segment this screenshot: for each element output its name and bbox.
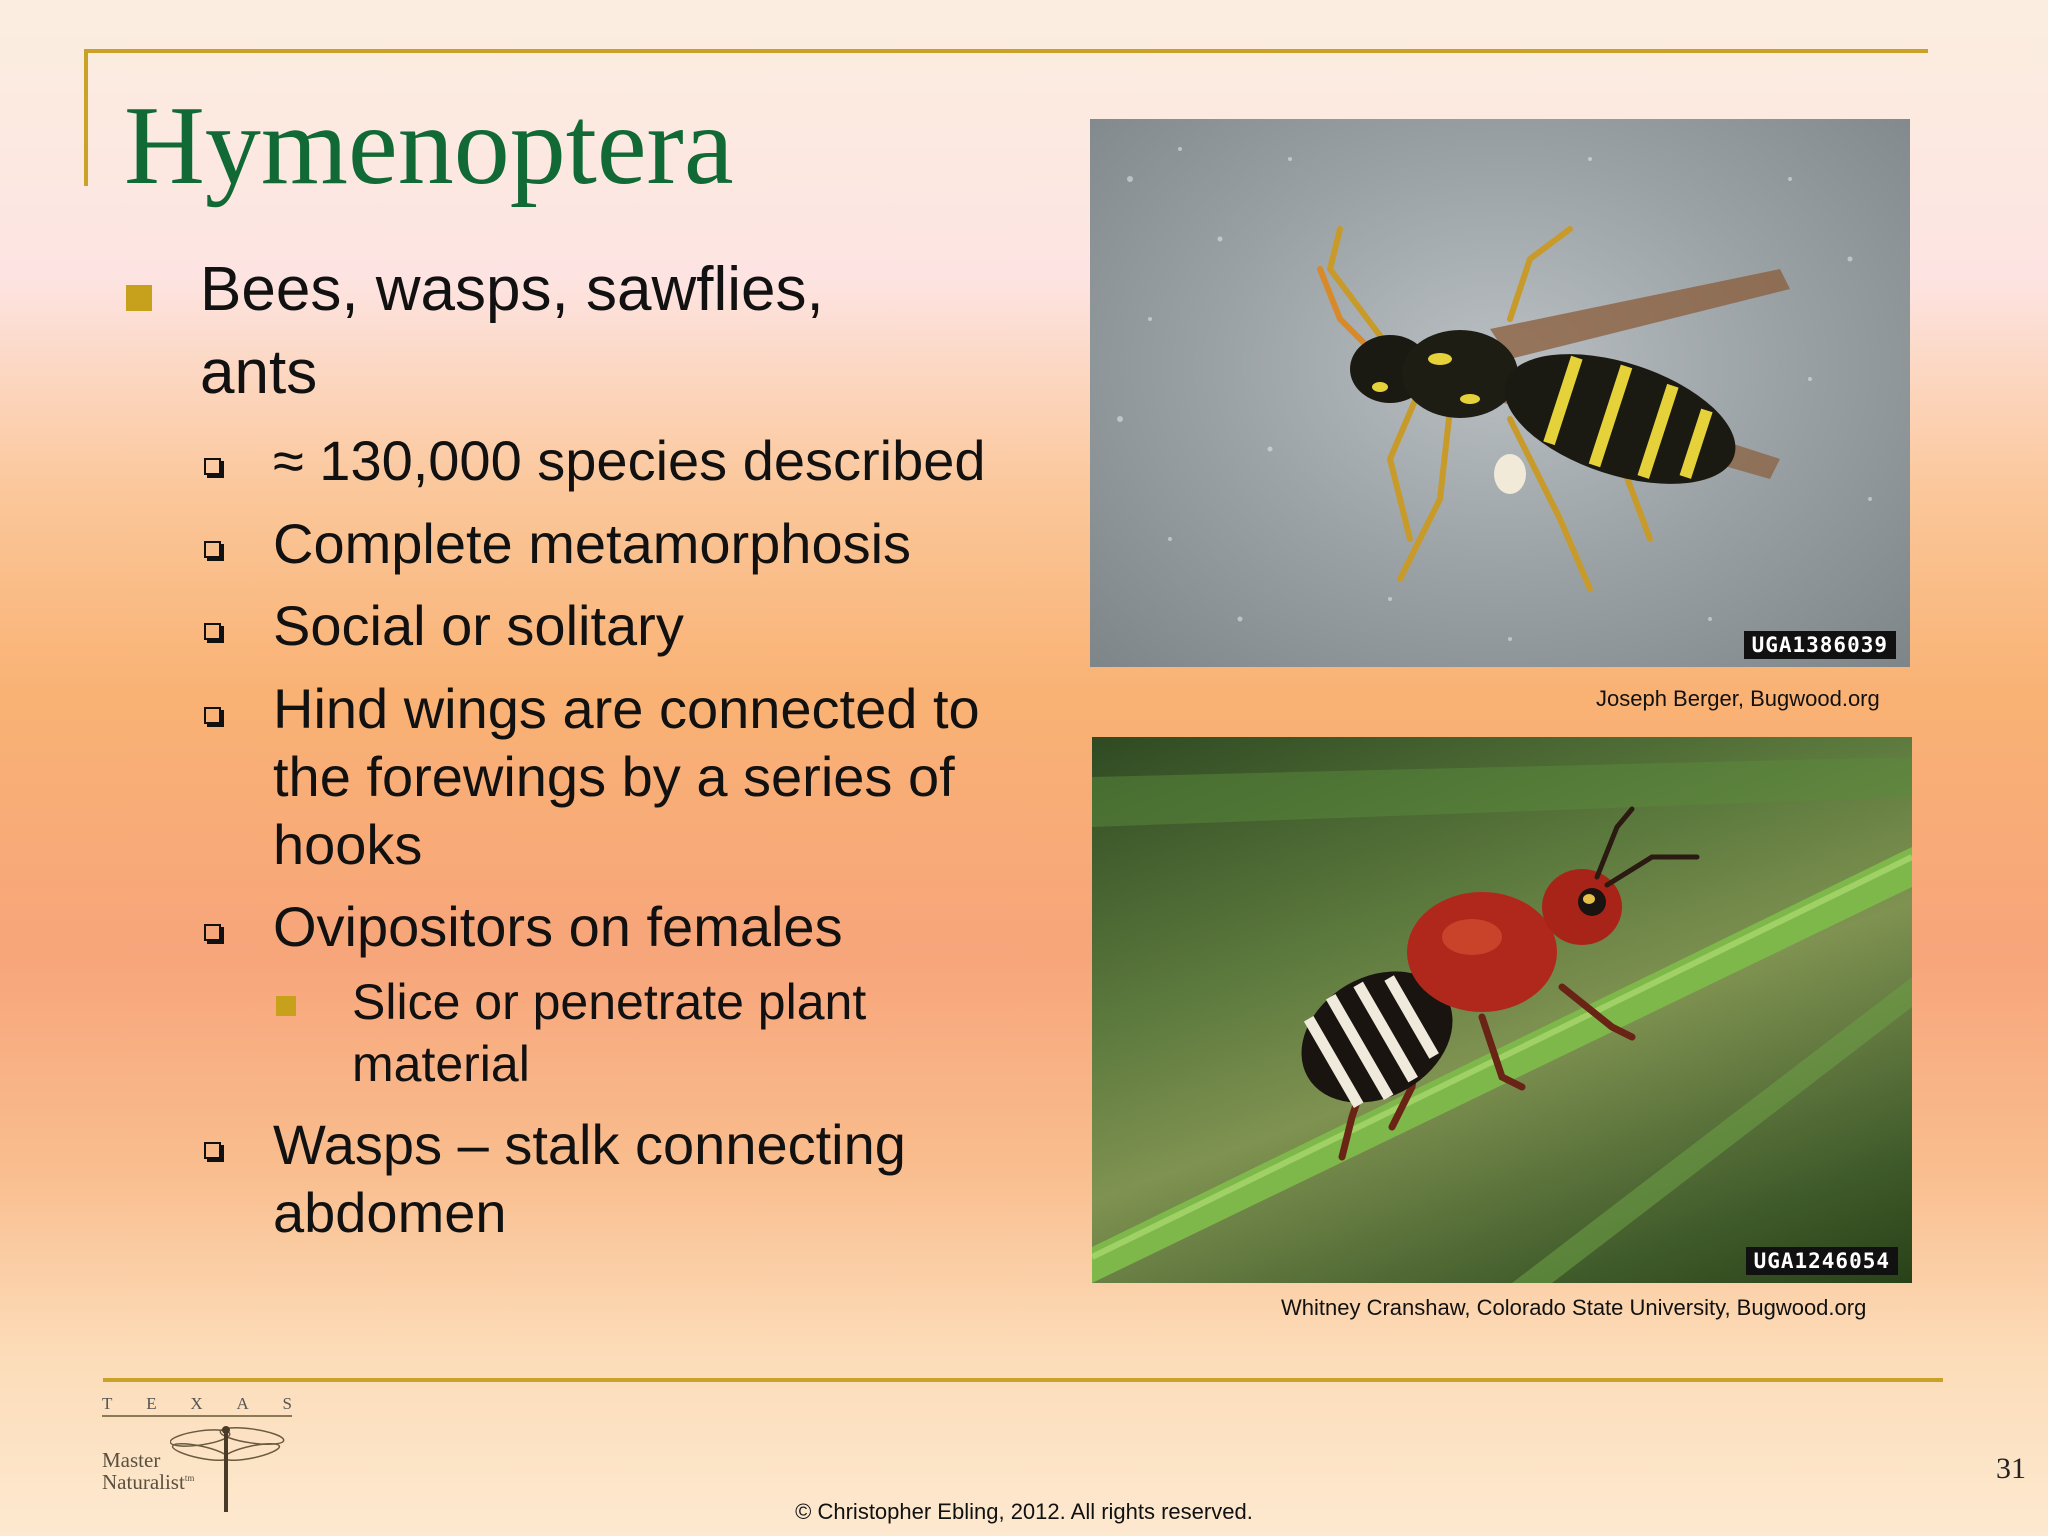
- copyright-text: © Christopher Ebling, 2012. All rights reserved.: [795, 1499, 1253, 1524]
- bullet-main-line2: ants: [200, 338, 318, 407]
- bullet-square-icon: [126, 285, 152, 311]
- copyright-notice: [0, 1499, 2048, 1525]
- texas-master-naturalist-logo: [102, 1394, 292, 1512]
- sub-sub-bullet-line1: Slice or penetrate plant: [352, 974, 867, 1030]
- sub-bullet-metamorphosis: Complete metamorphosis: [273, 512, 912, 575]
- photo-credit: Whitney Cranshaw, Colorado State University, Bugwood.org: [1281, 1295, 1867, 1320]
- sub-sub-bullet-line2: material: [352, 1036, 530, 1092]
- sub-bullet-hindwings-line3: hooks: [273, 813, 423, 876]
- bullet-square-icon: [276, 996, 296, 1016]
- photo-credit: Joseph Berger, Bugwood.org: [1596, 686, 1880, 711]
- logo-texas-letters: T E X A S: [102, 1394, 292, 1413]
- bottom-rule: [103, 1378, 1943, 1382]
- dragonfly-icon: [170, 1416, 290, 1512]
- photo-id-label: UGA1246054: [1746, 1247, 1898, 1275]
- logo-word-naturalist: Naturalist$^{tm}$: [102, 1470, 195, 1494]
- checkbox-bullet-icon: [204, 541, 221, 558]
- sub-bullet-hindwings-line1: Hind wings are connected to: [273, 677, 980, 740]
- wasp-illustration: [1090, 119, 1910, 667]
- slide-title: Hymenoptera: [124, 84, 734, 208]
- left-rule: [84, 49, 88, 186]
- checkbox-bullet-icon: [204, 1142, 221, 1159]
- checkbox-bullet-icon: [204, 924, 221, 941]
- sub-bullet-species: ≈ 130,000 species described: [273, 429, 986, 492]
- sawfly-illustration: [1092, 737, 1912, 1283]
- logo-tm: tm: [184, 1473, 195, 1483]
- sub-bullet-hindwings-line2: the forewings by a series of: [273, 745, 955, 808]
- sawfly-photo: [1092, 737, 1912, 1283]
- checkbox-bullet-icon: [204, 458, 221, 475]
- page-number: 31: [1996, 1452, 2026, 1485]
- checkbox-bullet-icon: [204, 707, 221, 724]
- sub-bullet-ovipositors: Ovipositors on females: [273, 895, 843, 958]
- sub-bullet-social: Social or solitary: [273, 594, 684, 657]
- sub-bullet-wasps-line2: abdomen: [273, 1181, 507, 1244]
- checkbox-bullet-icon: [204, 623, 221, 640]
- photo-id-label: UGA1386039: [1744, 631, 1896, 659]
- wasp-photo: [1090, 119, 1910, 667]
- logo-word-master: Master: [102, 1448, 161, 1472]
- sub-bullet-wasps-line1: Wasps – stalk connecting: [273, 1113, 906, 1176]
- top-rule: [84, 49, 1928, 53]
- bullet-main-line1: Bees, wasps, sawflies,: [200, 255, 824, 324]
